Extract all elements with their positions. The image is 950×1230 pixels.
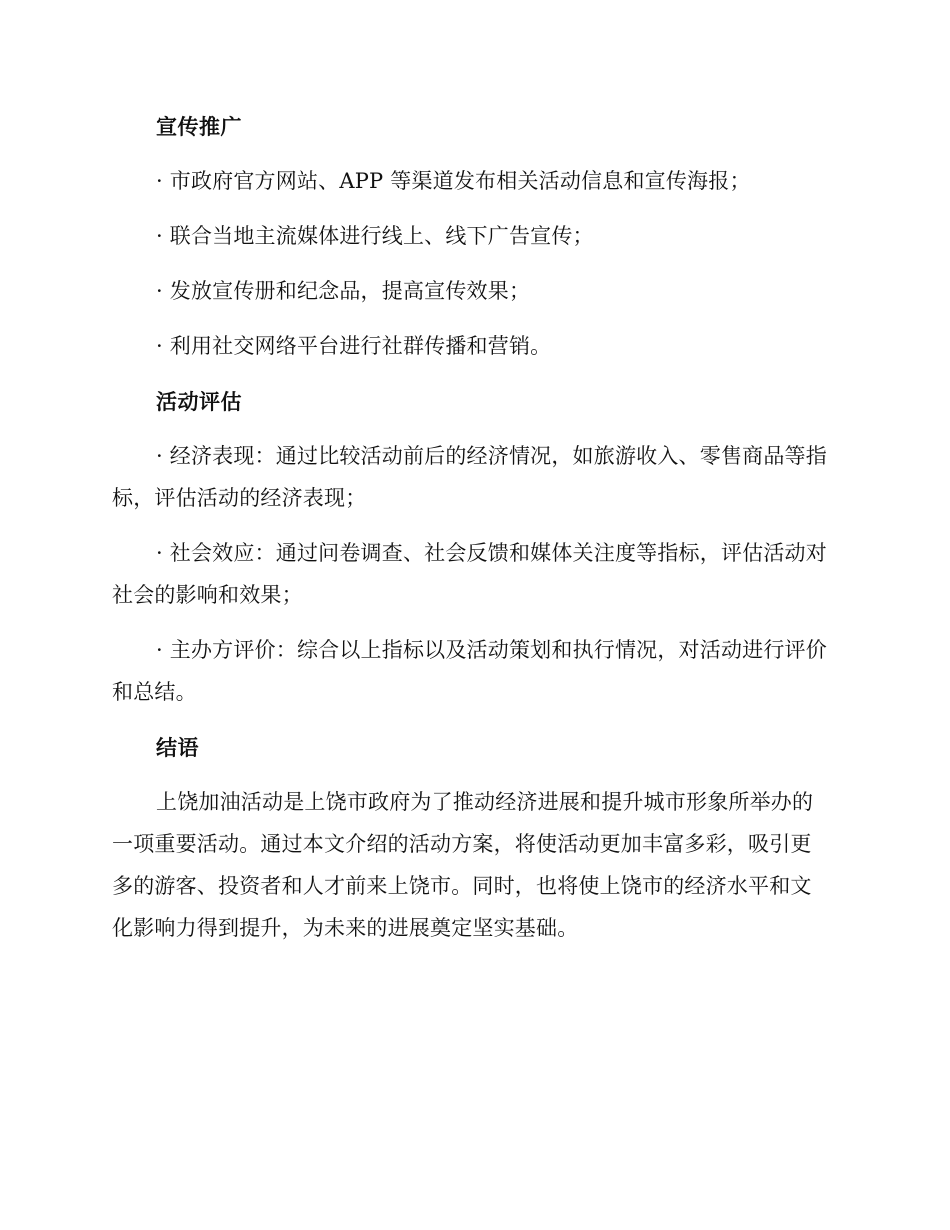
- evaluation-item: · 经济表现：通过比较活动前后的经济情况，如旅游收入、零售商品等指标，评估活动的经济表现；: [112, 444, 827, 510]
- evaluation-item: · 主办方评价：综合以上指标以及活动策划和执行情况，对活动进行评价和总结。: [112, 638, 827, 704]
- promotion-item: · 发放宣传册和纪念品，提高宣传效果；: [156, 279, 531, 303]
- promotion-item: · 市政府官方网站、APP 等渠道发布相关活动信息和宣传海报；: [156, 169, 751, 193]
- section-heading-promotion: 宣传推广: [156, 115, 242, 139]
- document-content: [112, 106, 828, 949]
- conclusion-paragraph: 上饶加油活动是上饶市政府为了推动经济进展和提升城市形象所举办的一项重要活动。通过本文介绍的活动方案，将使活动更加丰富多彩，吸引更多的游客、投资者和人才前来上饶市。同时，也将使上饶市的经济水平和文化影响力得到提升，为未来的进展奠定坚实基础。: [112, 790, 814, 940]
- promotion-item: · 利用社交网络平台进行社群传播和营销。: [156, 334, 552, 358]
- section-heading-conclusion: 结语: [156, 736, 199, 760]
- section-heading-evaluation: 活动评估: [156, 390, 242, 414]
- evaluation-item: · 社会效应：通过问卷调查、社会反馈和媒体关注度等指标，评估活动对社会的影响和效果；: [112, 541, 827, 607]
- promotion-item: · 联合当地主流媒体进行线上、线下广告宣传；: [156, 224, 594, 248]
